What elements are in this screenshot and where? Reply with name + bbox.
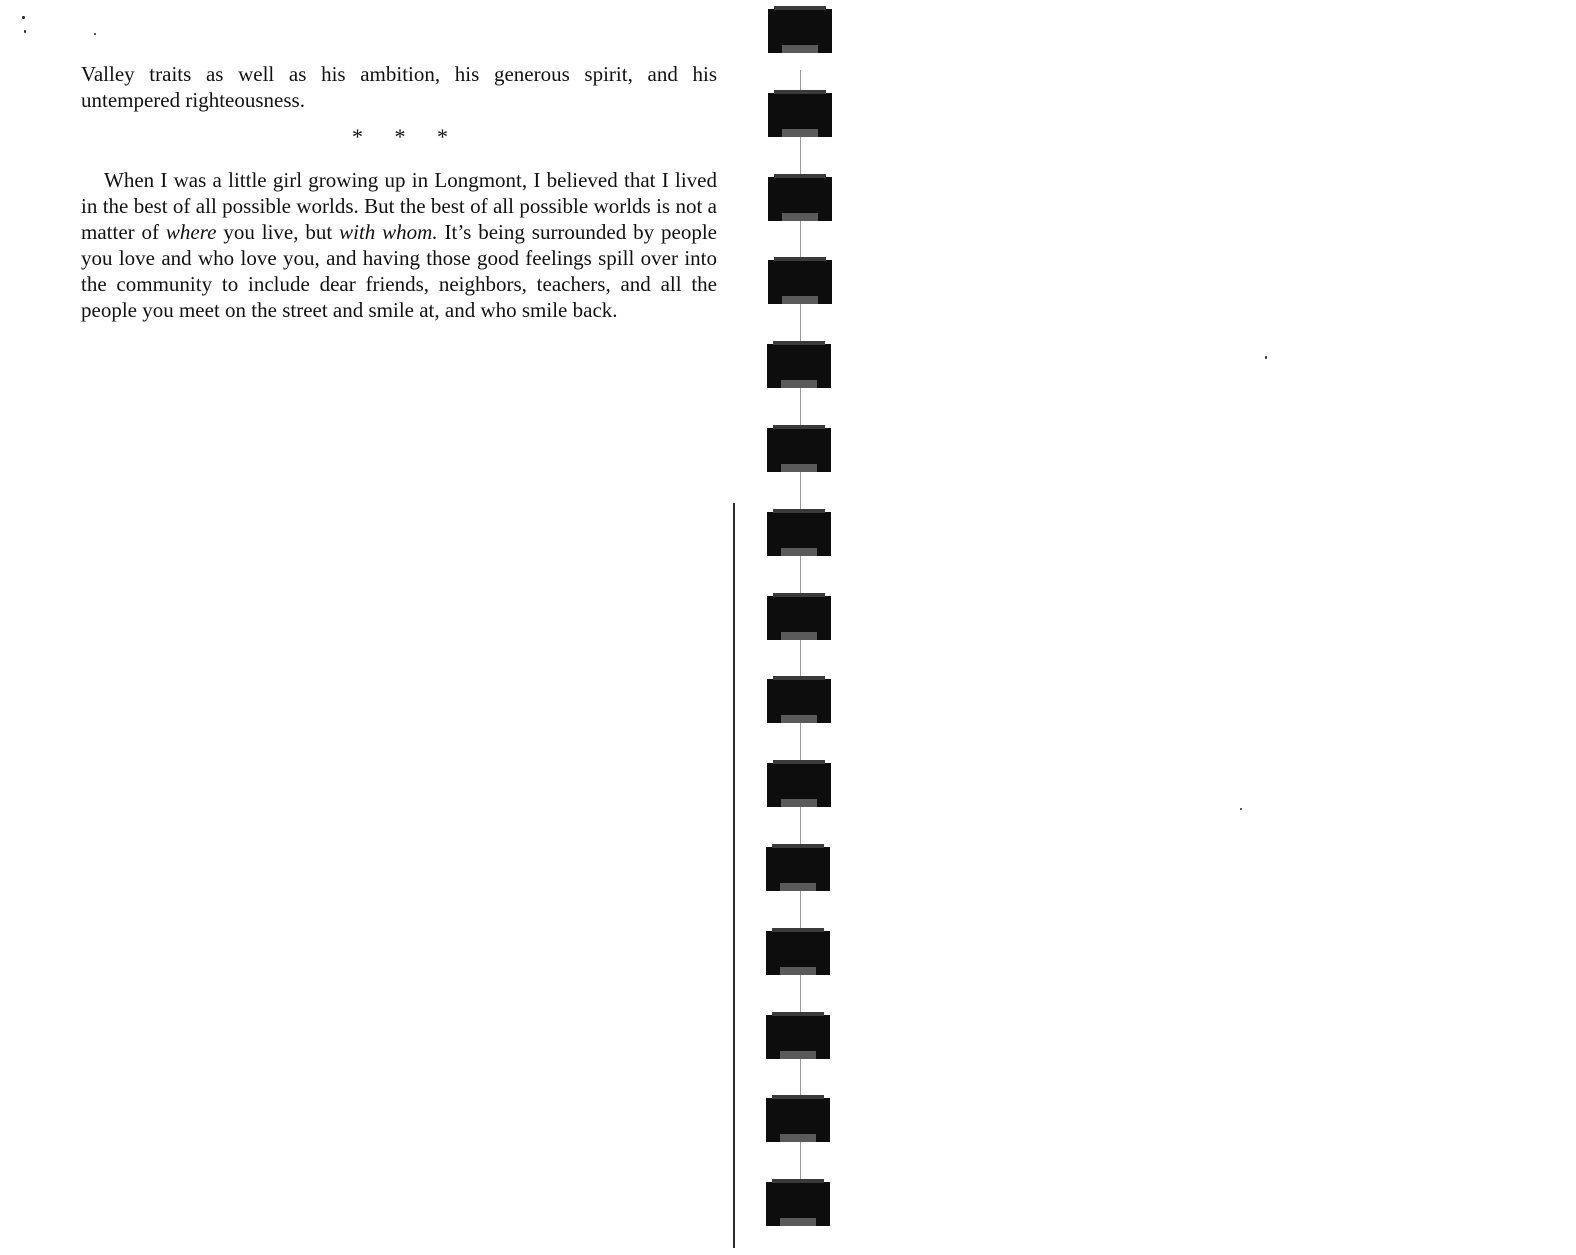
separator-star: *	[394, 124, 406, 149]
binding-ring	[766, 931, 830, 975]
binding-ring	[767, 344, 831, 388]
paragraph-main-italic: with whom.	[339, 220, 438, 244]
binding-ring	[767, 512, 831, 556]
paragraph-main-text: When I was a little girl growing up in Longmont, I believed that I lived in the best of all possible worlds. But the best of all possible worlds is not a matter of	[81, 168, 717, 244]
binding-ring	[768, 93, 832, 137]
page-edge-line	[733, 503, 735, 1248]
section-separator	[352, 124, 448, 150]
paragraph-main-italic: where	[165, 220, 217, 244]
binding-ring	[768, 260, 832, 304]
paragraph-top: Valley traits as well as his ambition, his generous spirit, and his untempered righteousness.	[81, 62, 717, 112]
binding-ring	[766, 1182, 830, 1226]
right-page-blank	[840, 0, 1576, 1255]
paragraph-main	[81, 167, 717, 323]
binding-ring	[767, 596, 831, 640]
binding-ring	[766, 1015, 830, 1059]
binding-ring	[768, 177, 832, 221]
binding-ring	[766, 847, 830, 891]
binding-ring	[767, 763, 831, 807]
binding-ring	[766, 1098, 830, 1142]
binding-ring	[768, 9, 832, 53]
separator-star: *	[437, 124, 448, 149]
paragraph-main-text: you live, but	[216, 220, 340, 244]
binding-ring	[767, 428, 831, 472]
left-page	[0, 0, 735, 1255]
separator-star: *	[352, 124, 363, 149]
paragraph-main-text: It’s being surrounded by people you love and who love you, and having those good feelings spill over into the community to include dear friends, neighbors, teachers, and all the people you meet on the street and smile at, and who smile back.	[81, 220, 718, 322]
binding-ring	[767, 679, 831, 723]
